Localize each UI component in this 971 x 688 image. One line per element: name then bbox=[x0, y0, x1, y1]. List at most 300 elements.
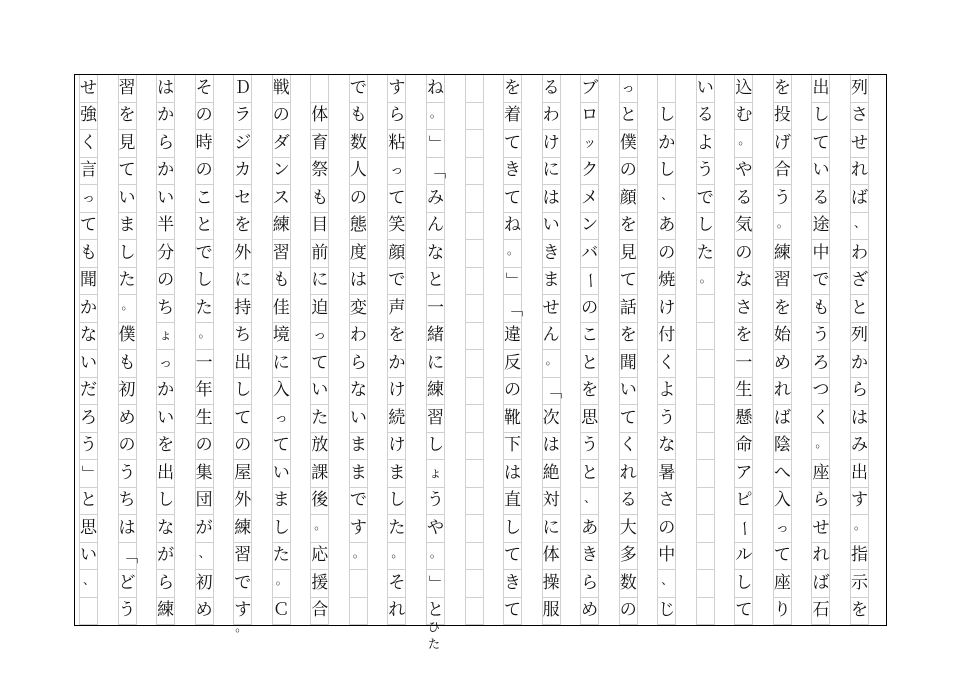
manuscript-cell: も bbox=[272, 268, 291, 296]
manuscript-cell: ね bbox=[426, 75, 445, 103]
manuscript-cell: ら bbox=[349, 350, 368, 378]
manuscript-cell: 応 bbox=[310, 543, 329, 571]
manuscript-cell: ん bbox=[426, 213, 445, 241]
manuscript-cell: 。 bbox=[118, 295, 137, 323]
manuscript-cell: 多 bbox=[619, 543, 638, 571]
manuscript-cell: 態 bbox=[349, 213, 368, 241]
manuscript-cell: 練 bbox=[233, 515, 252, 543]
manuscript-cell: っ bbox=[310, 323, 329, 351]
manuscript-cell: 出 bbox=[850, 460, 869, 488]
manuscript-cell: み bbox=[426, 185, 445, 213]
manuscript-cell: て bbox=[310, 350, 329, 378]
manuscript-cell bbox=[465, 460, 484, 488]
manuscript-cell: は bbox=[156, 75, 175, 103]
manuscript-cell: み bbox=[850, 433, 869, 461]
manuscript-cell: も bbox=[310, 185, 329, 213]
manuscript-cell: い bbox=[118, 185, 137, 213]
manuscript-cell: を bbox=[773, 295, 792, 323]
manuscript-cell bbox=[465, 75, 484, 103]
manuscript-cell: 。 bbox=[387, 543, 406, 571]
manuscript-cell bbox=[465, 103, 484, 131]
manuscript-cell: 時 bbox=[195, 130, 214, 158]
manuscript-cell: か bbox=[79, 295, 98, 323]
manuscript-cell: 変 bbox=[349, 295, 368, 323]
manuscript-cell: だ bbox=[79, 378, 98, 406]
manuscript-cell: う bbox=[657, 405, 676, 433]
manuscript-sheet bbox=[74, 74, 887, 651]
manuscript-cell: の bbox=[118, 433, 137, 461]
manuscript-cell bbox=[426, 130, 445, 158]
manuscript-cell: た bbox=[118, 268, 137, 296]
manuscript-cell: ま bbox=[349, 460, 368, 488]
rotated-glyph: 」 bbox=[79, 464, 99, 482]
manuscript-cell: 大 bbox=[619, 515, 638, 543]
manuscript-cell: 前 bbox=[310, 240, 329, 268]
manuscript-column bbox=[387, 75, 406, 625]
manuscript-cell: 見 bbox=[118, 130, 137, 158]
manuscript-cell: め bbox=[195, 598, 214, 626]
manuscript-cell: い bbox=[619, 378, 638, 406]
manuscript-cell: う bbox=[118, 460, 137, 488]
manuscript-cell: 祭 bbox=[310, 158, 329, 186]
manuscript-cell: き bbox=[503, 158, 522, 186]
manuscript-cell: い bbox=[156, 185, 175, 213]
manuscript-column bbox=[734, 75, 753, 625]
manuscript-cell: け bbox=[657, 295, 676, 323]
manuscript-cell: 僕 bbox=[118, 323, 137, 351]
manuscript-cell: た bbox=[310, 405, 329, 433]
manuscript-cell bbox=[696, 350, 715, 378]
manuscript-cell: ら bbox=[156, 570, 175, 598]
manuscript-cell: げ bbox=[773, 130, 792, 158]
manuscript-cell bbox=[465, 213, 484, 241]
manuscript-cell: つ bbox=[811, 378, 830, 406]
manuscript-cell: 指 bbox=[850, 543, 869, 571]
manuscript-cell bbox=[79, 598, 98, 626]
manuscript-cell: ら bbox=[387, 103, 406, 131]
manuscript-cell: 一 bbox=[195, 350, 214, 378]
manuscript-cell bbox=[465, 130, 484, 158]
manuscript-cell: て bbox=[233, 405, 252, 433]
manuscript-cell: 。 bbox=[349, 543, 368, 571]
manuscript-cell: へ bbox=[773, 460, 792, 488]
manuscript-cell: 着 bbox=[503, 103, 522, 131]
manuscript-cell: 僕 bbox=[619, 130, 638, 158]
manuscript-cell: に bbox=[542, 515, 561, 543]
manuscript-cell bbox=[465, 323, 484, 351]
manuscript-cell: 練 bbox=[272, 213, 291, 241]
manuscript-cell: せ bbox=[79, 75, 98, 103]
manuscript-cell: ク bbox=[580, 158, 599, 186]
manuscript-cell: を bbox=[387, 323, 406, 351]
manuscript-cell: な bbox=[426, 240, 445, 268]
manuscript-cell: 命 bbox=[734, 433, 753, 461]
manuscript-cell: 、 bbox=[657, 570, 676, 598]
manuscript-cell: カ bbox=[233, 158, 252, 186]
manuscript-cell: を bbox=[619, 213, 638, 241]
manuscript-cell: ま bbox=[272, 488, 291, 516]
manuscript-cell: 育 bbox=[310, 130, 329, 158]
manuscript-column bbox=[272, 75, 291, 625]
manuscript-cell: に bbox=[272, 350, 291, 378]
manuscript-cell: い bbox=[811, 158, 830, 186]
manuscript-cell: 境 bbox=[272, 323, 291, 351]
manuscript-cell: 列 bbox=[850, 323, 869, 351]
manuscript-cell: 出 bbox=[811, 75, 830, 103]
manuscript-cell: し bbox=[503, 515, 522, 543]
manuscript-cell: あ bbox=[657, 213, 676, 241]
manuscript-cell: 粘 bbox=[387, 130, 406, 158]
manuscript-cell: の bbox=[156, 268, 175, 296]
manuscript-cell bbox=[542, 378, 561, 406]
manuscript-column bbox=[195, 75, 214, 625]
manuscript-cell: 直 bbox=[503, 488, 522, 516]
manuscript-cell: 。 bbox=[850, 515, 869, 543]
manuscript-cell: き bbox=[503, 570, 522, 598]
manuscript-cell: 屋 bbox=[233, 460, 252, 488]
manuscript-cell: 戦 bbox=[272, 75, 291, 103]
manuscript-cell bbox=[465, 405, 484, 433]
manuscript-cell: 思 bbox=[79, 515, 98, 543]
manuscript-cell: 次 bbox=[542, 405, 561, 433]
manuscript-cell: の bbox=[580, 295, 599, 323]
manuscript-cell: か bbox=[156, 378, 175, 406]
manuscript-cell: な bbox=[734, 268, 753, 296]
manuscript-cell bbox=[118, 543, 137, 571]
manuscript-cell: を bbox=[619, 323, 638, 351]
manuscript-cell: な bbox=[657, 433, 676, 461]
manuscript-cell: 習 bbox=[773, 268, 792, 296]
manuscript-cell: れ bbox=[773, 378, 792, 406]
manuscript-cell: う bbox=[118, 598, 137, 626]
manuscript-cell: ダ bbox=[272, 130, 291, 158]
manuscript-cell: 途 bbox=[811, 213, 830, 241]
manuscript-cell: い bbox=[272, 460, 291, 488]
manuscript-cell: と bbox=[619, 103, 638, 131]
manuscript-cell: バ bbox=[580, 240, 599, 268]
manuscript-cell: 顔 bbox=[619, 185, 638, 213]
manuscript-cell: 入 bbox=[773, 488, 792, 516]
manuscript-cell: た bbox=[387, 515, 406, 543]
manuscript-column bbox=[349, 75, 368, 625]
manuscript-cell: い bbox=[79, 543, 98, 571]
manuscript-cell: 続 bbox=[387, 405, 406, 433]
manuscript-cell: 初 bbox=[195, 570, 214, 598]
manuscript-cell: せ bbox=[850, 130, 869, 158]
manuscript-cell bbox=[349, 570, 368, 598]
manuscript-cell: 練 bbox=[426, 378, 445, 406]
manuscript-cell: ン bbox=[580, 213, 599, 241]
manuscript-cell: 声 bbox=[387, 295, 406, 323]
manuscript-cell bbox=[426, 570, 445, 598]
manuscript-cell: 懸 bbox=[734, 405, 753, 433]
manuscript-cell: 生 bbox=[195, 405, 214, 433]
manuscript-cell: は bbox=[118, 515, 137, 543]
rotated-glyph: 」 bbox=[503, 272, 524, 290]
manuscript-cell: わ bbox=[850, 240, 869, 268]
manuscript-cell: よ bbox=[696, 130, 715, 158]
manuscript-cell: て bbox=[272, 433, 291, 461]
overflow-glyph: 。 bbox=[235, 620, 248, 634]
manuscript-cell: 中 bbox=[657, 543, 676, 571]
manuscript-cell: し bbox=[156, 488, 175, 516]
manuscript-cell: 後 bbox=[310, 488, 329, 516]
manuscript-cell: 数 bbox=[619, 570, 638, 598]
manuscript-cell: れ bbox=[850, 158, 869, 186]
manuscript-cell: 違 bbox=[503, 323, 522, 351]
manuscript-cell: 見 bbox=[619, 240, 638, 268]
manuscript-cell: が bbox=[156, 543, 175, 571]
manuscript-cell: め bbox=[773, 350, 792, 378]
manuscript-cell: て bbox=[79, 213, 98, 241]
manuscript-column bbox=[310, 75, 329, 625]
manuscript-cell: 、 bbox=[580, 488, 599, 516]
manuscript-cell: 、 bbox=[850, 213, 869, 241]
manuscript-cell: 投 bbox=[773, 103, 792, 131]
manuscript-column bbox=[156, 75, 175, 625]
manuscript-cell bbox=[696, 378, 715, 406]
manuscript-column bbox=[118, 75, 137, 625]
manuscript-cell bbox=[465, 350, 484, 378]
manuscript-cell: 暑 bbox=[657, 460, 676, 488]
manuscript-cell bbox=[465, 488, 484, 516]
manuscript-cell: れ bbox=[619, 460, 638, 488]
rotated-glyph: 「 bbox=[503, 299, 524, 317]
manuscript-cell: 。 bbox=[811, 433, 830, 461]
manuscript-cell: ろ bbox=[79, 405, 98, 433]
manuscript-cell: ル bbox=[734, 543, 753, 571]
manuscript-column bbox=[425, 75, 446, 651]
manuscript-cell: に bbox=[310, 268, 329, 296]
manuscript-cell: て bbox=[503, 543, 522, 571]
manuscript-cell: な bbox=[156, 515, 175, 543]
manuscript-cell: 座 bbox=[773, 570, 792, 598]
manuscript-cell: も bbox=[79, 240, 98, 268]
manuscript-cell: ま bbox=[118, 213, 137, 241]
manuscript-cell: ス bbox=[272, 185, 291, 213]
rotated-glyph: 」 bbox=[425, 134, 446, 152]
manuscript-cell: ょ bbox=[156, 323, 175, 351]
manuscript-cell: わ bbox=[349, 323, 368, 351]
manuscript-cell: 集 bbox=[195, 460, 214, 488]
manuscript-cell: あ bbox=[580, 515, 599, 543]
manuscript-cell: で bbox=[195, 240, 214, 268]
manuscript-cell: 始 bbox=[773, 323, 792, 351]
manuscript-cell: 。 bbox=[734, 130, 753, 158]
manuscript-cell: る bbox=[734, 185, 753, 213]
manuscript-cell: の bbox=[657, 240, 676, 268]
manuscript-cell: ば bbox=[850, 185, 869, 213]
manuscript-cell: で bbox=[349, 488, 368, 516]
manuscript-cell: っ bbox=[156, 350, 175, 378]
manuscript-cell: う bbox=[773, 185, 792, 213]
manuscript-cell: 体 bbox=[542, 543, 561, 571]
manuscript-cell: け bbox=[542, 130, 561, 158]
manuscript-cell: 。 bbox=[542, 350, 561, 378]
manuscript-cell: を bbox=[233, 213, 252, 241]
manuscript-cell: き bbox=[580, 543, 599, 571]
manuscript-cell: け bbox=[387, 433, 406, 461]
manuscript-cell: ま bbox=[387, 460, 406, 488]
rotated-glyph: ー bbox=[580, 272, 601, 290]
manuscript-cell: る bbox=[619, 488, 638, 516]
manuscript-cell: で bbox=[387, 268, 406, 296]
manuscript-cell: さ bbox=[734, 295, 753, 323]
manuscript-cell: を bbox=[850, 598, 869, 626]
manuscript-cell: 対 bbox=[542, 488, 561, 516]
manuscript-cell: め bbox=[118, 405, 137, 433]
manuscript-column bbox=[657, 75, 676, 625]
manuscript-cell: 生 bbox=[734, 378, 753, 406]
manuscript-cell bbox=[734, 515, 753, 543]
manuscript-cell: の bbox=[195, 103, 214, 131]
manuscript-cell bbox=[465, 515, 484, 543]
manuscript-cell: さ bbox=[850, 103, 869, 131]
manuscript-cell: て bbox=[619, 268, 638, 296]
manuscript-cell: Ｃ bbox=[272, 598, 291, 626]
manuscript-cell: で bbox=[233, 570, 252, 598]
manuscript-cell bbox=[465, 240, 484, 268]
manuscript-cell: る bbox=[696, 103, 715, 131]
manuscript-cell: 中 bbox=[811, 240, 830, 268]
manuscript-cell: し bbox=[696, 213, 715, 241]
manuscript-cell: の bbox=[195, 158, 214, 186]
manuscript-cell: な bbox=[79, 323, 98, 351]
manuscript-cell: 絶 bbox=[542, 460, 561, 488]
manuscript-cell bbox=[696, 515, 715, 543]
manuscript-cell bbox=[465, 598, 484, 626]
manuscript-cell: の bbox=[657, 515, 676, 543]
manuscript-cell: 入 bbox=[272, 378, 291, 406]
manuscript-cell: 。 bbox=[195, 323, 214, 351]
manuscript-cell: 。 bbox=[773, 213, 792, 241]
manuscript-cell: や bbox=[734, 158, 753, 186]
manuscript-cell: や bbox=[426, 515, 445, 543]
manuscript-cell: と bbox=[426, 598, 445, 626]
manuscript-cell: っ bbox=[272, 405, 291, 433]
manuscript-cell: か bbox=[156, 103, 175, 131]
manuscript-cell: は bbox=[850, 405, 869, 433]
manuscript-cell bbox=[349, 598, 368, 626]
manuscript-cell: 服 bbox=[542, 598, 561, 626]
manuscript-cell bbox=[696, 543, 715, 571]
manuscript-cell bbox=[465, 295, 484, 323]
manuscript-cell: る bbox=[811, 185, 830, 213]
manuscript-cell: ざ bbox=[850, 268, 869, 296]
manuscript-cell: の bbox=[349, 185, 368, 213]
manuscript-cell bbox=[465, 543, 484, 571]
manuscript-cell: よ bbox=[657, 378, 676, 406]
manuscript-cell: 、 bbox=[79, 570, 98, 598]
manuscript-cell: の bbox=[734, 240, 753, 268]
manuscript-cell: も bbox=[118, 350, 137, 378]
manuscript-cell bbox=[465, 268, 484, 296]
manuscript-cell: て bbox=[503, 598, 522, 626]
manuscript-cell: ら bbox=[156, 130, 175, 158]
manuscript-cell: 笑 bbox=[387, 213, 406, 241]
manuscript-cell: 分 bbox=[156, 240, 175, 268]
manuscript-cell: 習 bbox=[233, 543, 252, 571]
manuscript-cell bbox=[696, 488, 715, 516]
manuscript-cell: せ bbox=[811, 515, 830, 543]
manuscript-cell: に bbox=[233, 268, 252, 296]
manuscript-cell: 石 bbox=[811, 598, 830, 626]
manuscript-cell: は bbox=[542, 433, 561, 461]
manuscript-cell: い bbox=[542, 213, 561, 241]
manuscript-cell: 年 bbox=[195, 378, 214, 406]
manuscript-cell: け bbox=[387, 378, 406, 406]
manuscript-cell: ブ bbox=[580, 75, 599, 103]
manuscript-cell: し bbox=[195, 268, 214, 296]
manuscript-cell: ち bbox=[156, 295, 175, 323]
manuscript-cell bbox=[696, 405, 715, 433]
manuscript-cell bbox=[580, 268, 599, 296]
manuscript-cell: は bbox=[503, 460, 522, 488]
manuscript-cell: っ bbox=[387, 158, 406, 186]
manuscript-cell: の bbox=[619, 598, 638, 626]
manuscript-cell: て bbox=[734, 598, 753, 626]
manuscript-cell: 初 bbox=[118, 378, 137, 406]
manuscript-cell: ろ bbox=[811, 350, 830, 378]
manuscript-cell: し bbox=[272, 515, 291, 543]
manuscript-cell: を bbox=[734, 323, 753, 351]
manuscript-cell: 焼 bbox=[657, 268, 676, 296]
manuscript-cell: 合 bbox=[310, 598, 329, 626]
manuscript-cell: 半 bbox=[156, 213, 175, 241]
manuscript-cell bbox=[657, 75, 676, 103]
manuscript-cell: 一 bbox=[426, 295, 445, 323]
manuscript-cell: て bbox=[387, 185, 406, 213]
manuscript-cell: と bbox=[195, 213, 214, 241]
manuscript-cell: Ｄ bbox=[233, 75, 252, 103]
manuscript-cell: ジ bbox=[233, 130, 252, 158]
manuscript-cell: っ bbox=[773, 515, 792, 543]
manuscript-cell: ょ bbox=[426, 460, 445, 488]
manuscript-cell: 。 bbox=[696, 268, 715, 296]
manuscript-cell: し bbox=[387, 488, 406, 516]
manuscript-cell: た bbox=[195, 295, 214, 323]
manuscript-cell bbox=[310, 75, 329, 103]
manuscript-cell: す bbox=[233, 598, 252, 626]
manuscript-cell: 聞 bbox=[79, 268, 98, 296]
manuscript-cell: 。 bbox=[426, 103, 445, 131]
manuscript-cell: か bbox=[657, 130, 676, 158]
manuscript-column bbox=[465, 75, 484, 625]
manuscript-cell: を bbox=[580, 378, 599, 406]
manuscript-cell: 。 bbox=[310, 515, 329, 543]
manuscript-cell: す bbox=[349, 515, 368, 543]
manuscript-cell: な bbox=[349, 378, 368, 406]
manuscript-cell: と bbox=[426, 268, 445, 296]
manuscript-cell: て bbox=[118, 158, 137, 186]
manuscript-cell: こ bbox=[195, 185, 214, 213]
manuscript-cell: 聞 bbox=[619, 350, 638, 378]
manuscript-cell: れ bbox=[811, 543, 830, 571]
manuscript-cell: じ bbox=[657, 598, 676, 626]
manuscript-cell: う bbox=[580, 433, 599, 461]
manuscript-cell bbox=[465, 378, 484, 406]
manuscript-column bbox=[79, 75, 98, 625]
manuscript-cell bbox=[465, 185, 484, 213]
manuscript-cell: 練 bbox=[156, 598, 175, 626]
manuscript-cell: 佳 bbox=[272, 295, 291, 323]
manuscript-cell bbox=[79, 460, 98, 488]
manuscript-cell: り bbox=[773, 598, 792, 626]
manuscript-cell: た bbox=[696, 240, 715, 268]
manuscript-cell: 、 bbox=[195, 543, 214, 571]
manuscript-cell: い bbox=[79, 350, 98, 378]
manuscript-cell: の bbox=[503, 378, 522, 406]
